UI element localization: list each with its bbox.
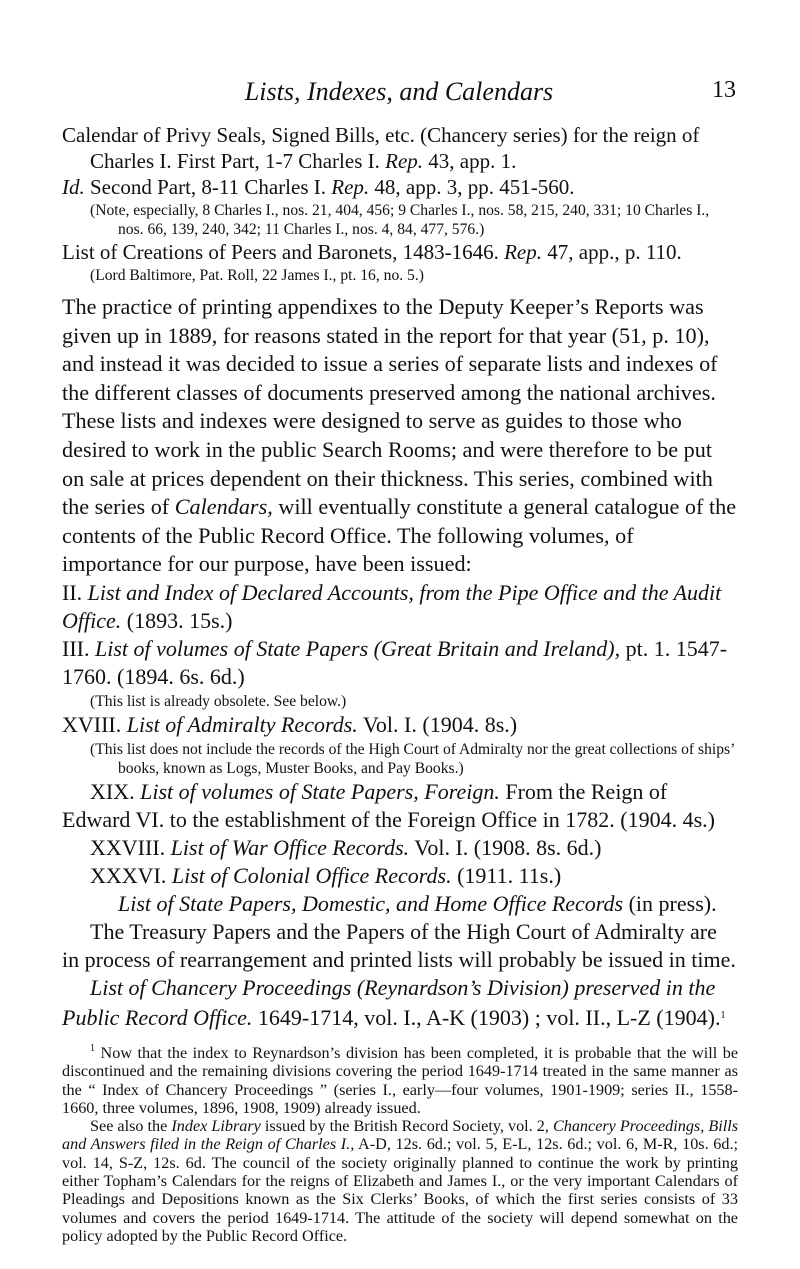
running-header xyxy=(62,77,736,111)
volume-xix: XIX. List of volumes of State Papers, Foreign. From the Reign of Edward VI. to the establishment of the Foreign Office in 1782. (1904. 4s.) xyxy=(62,778,715,832)
page-number: 13 xyxy=(712,77,736,103)
peers-note: (Lord Baltimore, Pat. Roll, 22 James I., pt. 16, no. 5.) xyxy=(90,267,424,284)
volume-state-papers-domestic: List of State Papers, Domestic, and Home Office Records (in press). xyxy=(118,890,717,916)
entry-peers-baronets: List of Creations of Peers and Baronets, 1483-1646. Rep. 47, app., p. 110. xyxy=(62,240,682,264)
volume-xxviii: XXVIII. List of War Office Records. Vol. I. (1908. 8s. 6d.) xyxy=(90,834,602,860)
volume-xviii: XVIII. List of Admiralty Records. Vol. I. (1904. 8s.) xyxy=(62,711,518,737)
volume-xviii-note: (This list does not include the records of the High Court of Admiralty nor the great collections of ships’ books, known as Logs, Muster Books, and Pay Books.) xyxy=(90,740,735,777)
footnote-1: $^1$ Now that the index to Reynardson’s division has been completed, it is probable that the will be discontinued and the remaining divisions covering the period 1649-1714 treated in the same manner as the “ Index of Chancery Proceedings ” (series I., early—four volumes, 1901-1909; series II., 1558-1660, three volumes, 1896, 1908, 1909) already issued. xyxy=(62,1042,739,1117)
treasury-paragraph: The Treasury Papers and the Papers of the High Court of Admiralty are in process of rearrangement and printed lists will probably be issued in time. xyxy=(62,918,736,972)
volume-iii-note: (This list is already obsolete. See below.) xyxy=(90,692,347,710)
volume-ii: II. List and Index of Declared Accounts, from the Pipe Office and the Audit Office. (1893. 15s.) xyxy=(62,579,722,633)
page-content xyxy=(62,122,738,1245)
body-paragraph: The practice of printing appendixes to the Deputy Keeper’s Reports was given up in 1889, for reasons stated in the report for that year (51, p. 10), and instead it was decided to issue a series of separate lists and indexes of the different classes of documents preserved among the national archives. These lists and indexes were designed to serve as guides to those who desired to work in the public Search Rooms; and were therefore to be put on sale at prices dependent on their thickness. This series, combined with the series of Calendars, will eventually constitute a general catalogue of the contents of the Public Record Office. The following volumes, of importance for our purpose, have been issued: xyxy=(62,294,737,577)
running-title: Lists, Indexes, and Calendars xyxy=(244,77,554,106)
footnote-reference: 1 xyxy=(720,1009,726,1021)
volume-iii: III. List of volumes of State Papers (Great Britain and Ireland), pt. 1. 1547-1760. (1894. 6s. 6d.) xyxy=(62,635,728,689)
volume-xxxvi: XXXVI. List of Colonial Office Records. (1911. 11s.) xyxy=(90,862,562,888)
footnote-2: See also the Index Library issued by the British Record Society, vol. 2, Chancery Proceedings, Bills and Answers filed in the Reign of Charles I., A-D, 12s. 6d.; vol. 5, E-L, 12s. 6d.; vol. 6, M-R, 10s. 6d.; vol. 14, S-Z, 12s. 6d. The council of the society originally planned to continue the work by printing either Topham’s Calendars for the reigns of Elizabeth and James I., or the very important Calendars of Pleadings and Depositions known as the Six Clerks’ Books, of which the first series consists of 33 volumes and covers the period 1649-1714. The attitude of the society will depend somewhat on the policy adopted by the Public Record Office. xyxy=(62,1117,739,1245)
entry-privy-seals-part-1: Calendar of Privy Seals, Signed Bills, etc. (Chancery series) for the reign of Charles I. First Part, 1-7 Charles I. Rep. 43, app. 1. xyxy=(62,123,700,173)
privy-seals-note: (Note, especially, 8 Charles I., nos. 21, 404, 456; 9 Charles I., nos. 58, 215, 240, 331; 10 Charles I., nos. 66, 139, 240, 342; 11 Charles I., nos. 4, 84, 477, 576.) xyxy=(90,202,710,238)
entry-privy-seals-part-2: Id. Second Part, 8-11 Charles I. Rep. 48, app. 3, pp. 451-560. xyxy=(62,175,575,199)
chancery-entry: List of Chancery Proceedings (Reynardson’s Division) preserved in the Public Record Office. 1649-1714, vol. I., A-K (1903) ; vol. II., L-Z (1904).$^1$ xyxy=(62,974,726,1030)
